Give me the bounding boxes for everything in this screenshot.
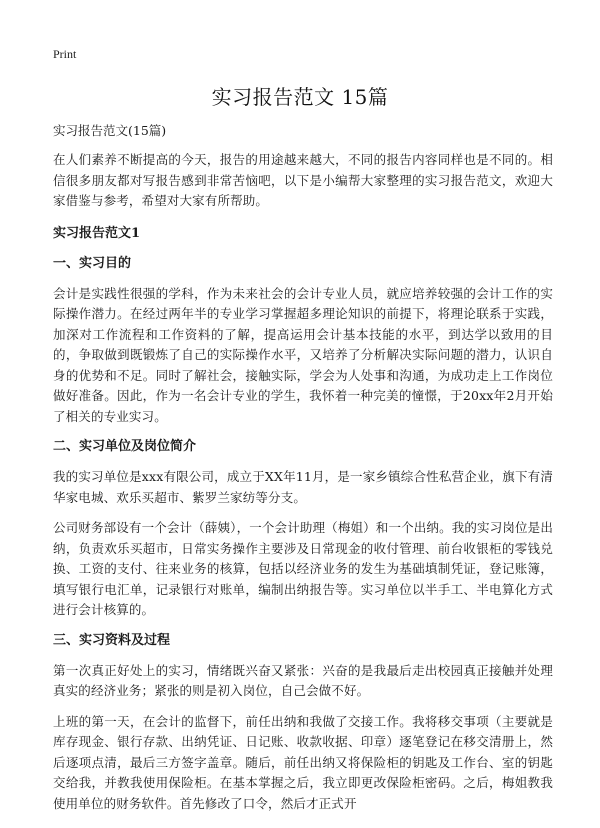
intro-paragraph: 在人们素养不断提高的今天，报告的用途越来越大，不同的报告内容同样也是不同的。相信很多朋友都对写报告感到非常苦恼吧，以下是小编帮大家整理的实习报告范文，欢迎大家借鉴与参考，希望对大家有所帮助。 (53, 152, 553, 208)
section-heading-purpose: 一、实习目的 (53, 255, 132, 271)
section-paragraph: 我的实习单位是xxx有限公司，成立于XX年11月，是一家乡镇综合性私营企业，旗下有清华家电城、欢乐买超市、紫罗兰家纺等分支。 (53, 469, 553, 505)
article-title: 实习报告范文1 (53, 225, 141, 241)
section-paragraph: 会计是实践性很强的学科，作为未来社会的会计专业人员，就应培养较强的会计工作的实际操作潜力。在经过两年半的专业学习掌握超多理论知识的前提下，将理论联系于实践，加深对工作流程和工作资料的了解，提高运用会计基本技能的水平，到达学以致用的目的，争取做到既锻炼了自己的实际操作水平，又培养了分析解决实际问题的潜力，认识自身的优势和不足。同时了解社会，接触实际，学会为人处事和沟通，为成功走上工作岗位做好准备。因此，作为一名会计专业的学生，我怀着一种完美的憧憬，于20xx年2月开始了相关的专业实习。 (53, 285, 553, 424)
section-paragraph: 第一次真正好处上的实习，情绪既兴奋又紧张：兴奋的是我最后走出校园真正接触并处理真实的经济业务；紧张的则是初入岗位，自己会做不好。 (53, 662, 553, 698)
document-subtitle: 实习报告范文(15篇) (53, 123, 167, 138)
section-paragraph: 公司财务部设有一个会计（薛姨），一个会计助理（梅姐）和一个出纳。我的实习岗位是出纳，负责欢乐买超市，日常实务操作主要涉及日常现金的收付管理、前台收银柜的零钱兑换、工资的支付、往来业务的核算，包括以经济业务的发生为基础填制凭证，登记账簿，填写银行电汇单，记录银行对账单，编制出纳报告等。实习单位以半手工、半电算化方式进行会计核算的。 (53, 520, 553, 617)
section-heading-process: 三、实习资料及过程 (53, 632, 171, 648)
print-link[interactable]: Print (53, 47, 77, 61)
document-title: 实习报告范文 15篇 (211, 85, 389, 109)
section-heading-unit: 二、实习单位及岗位简介 (53, 439, 197, 454)
section-paragraph: 上班的第一天，在会计的监督下，前任出纳和我做了交接工作。我将移交事项（主要就是库存现金、银行存款、出纳凭证、日记账、收款收据、印章）逐笔登记在移交清册上，然后逐项点清，最后三方签字盖章。随后，前任出纳又将保险柜的钥匙及工作台、室的钥匙交给我，并教我使用保险柜。在基本掌握之后，我立即更改保险柜密码。之后，梅姐教我使用单位的财务软件。首先修改了口令，然后才正式开 (53, 713, 553, 811)
document-body (53, 121, 553, 824)
